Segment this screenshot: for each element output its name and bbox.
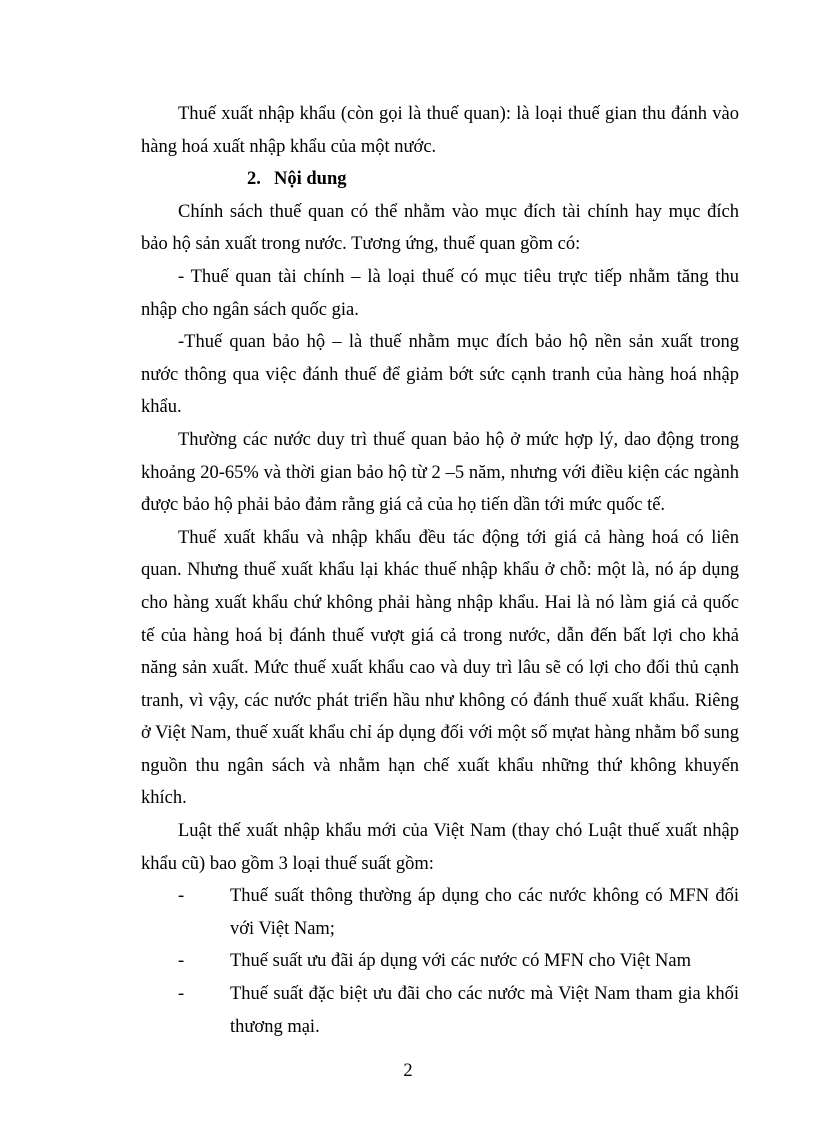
paragraph-protection-levels: Thường các nước duy trì thuế quan bảo hộ ở mức hợp lý, dao động trong khoảng 20-65% và thời gian bảo hộ từ 2 –5 năm, nhưng với điều kiện các ngành được bảo hộ phải bảo đảm rằng giá cả của họ tiến dần tới mức quốc tế. <box>141 429 739 516</box>
paragraph-fiscal-tariff: - Thuế quan tài chính – là loại thuế có mục tiêu trực tiếp nhằm tăng thu nhập cho ngân sách quốc gia. <box>141 266 739 320</box>
paragraph-definition: Thuế xuất nhập khẩu (còn gọi là thuế quan): là loại thuế gian thu đánh vào hàng hoá xuất nhập khẩu của một nước. <box>141 104 739 157</box>
section-heading <box>141 163 739 196</box>
tax-rate-list <box>141 880 739 1043</box>
paragraph-protective-tariff: -Thuế quan bảo hộ – là thuế nhằm mục đích bảo hộ nền sản xuất trong nước thông qua việc đánh thuế để giảm bớt sức cạnh tranh của hàng hoá nhập khẩu. <box>141 332 739 418</box>
list-item-text: Thuế suất đặc biệt ưu đãi cho các nước mà Việt Nam tham gia khối thương mại. <box>230 984 739 1037</box>
list-item <box>141 978 739 1043</box>
list-bullet: - <box>178 886 185 907</box>
section-title: Nội dung <box>274 169 347 190</box>
paragraph-export-import-comparison: Thuế xuất khẩu và nhập khẩu đều tác động tới giá cả hàng hoá có liên quan. Nhưng thuế xuất khẩu lại khác thuế nhập khẩu ở chỗ: một là, nó áp dụng cho hàng xuất khẩu chứ không phải hàng nhập khẩu. Hai là nó làm giá cả quốc tế của hàng hoá bị đánh thuế vượt giá cả trong nước, dẫn đến bất lợi cho khả năng sản xuất. Mức thuế xuất khẩu cao và duy trì lâu sẽ có lợi cho đối thủ cạnh tranh, vì vậy, các nước phát triển hầu như không có đánh thuế xuất khẩu. Riêng ở Việt Nam, thuế xuất khẩu chỉ áp dụng đối với một số mựat hàng nhằm bổ sung nguồn thu ngân sách và nhằm hạn chế xuất khẩu những thứ không khuyến khích. <box>141 527 739 809</box>
list-item <box>141 945 739 978</box>
list-bullet: - <box>178 984 185 1005</box>
list-item <box>141 880 739 945</box>
page-content <box>141 98 739 1043</box>
list-item-text: Thuế suất ưu đãi áp dụng với các nước có MFN cho Việt Nam <box>230 951 691 972</box>
section-number: 2. <box>247 169 261 190</box>
paragraph-new-law: Luật thế xuất nhập khẩu mới của Việt Nam (thay chó Luật thuế xuất nhập khẩu cũ) bao gồm 3 loại thuế suất gồm: <box>141 821 739 874</box>
list-bullet: - <box>178 951 185 972</box>
paragraph-tariff-policy: Chính sách thuế quan có thể nhằm vào mục đích tài chính hay mục đích bảo hộ sản xuất trong nước. Tương ứng, thuế quan gồm có: <box>141 201 739 255</box>
page-number: 2 <box>403 1061 413 1081</box>
list-item-text: Thuế suất thông thường áp dụng cho các nước không có MFN đối với Việt Nam; <box>230 886 739 939</box>
